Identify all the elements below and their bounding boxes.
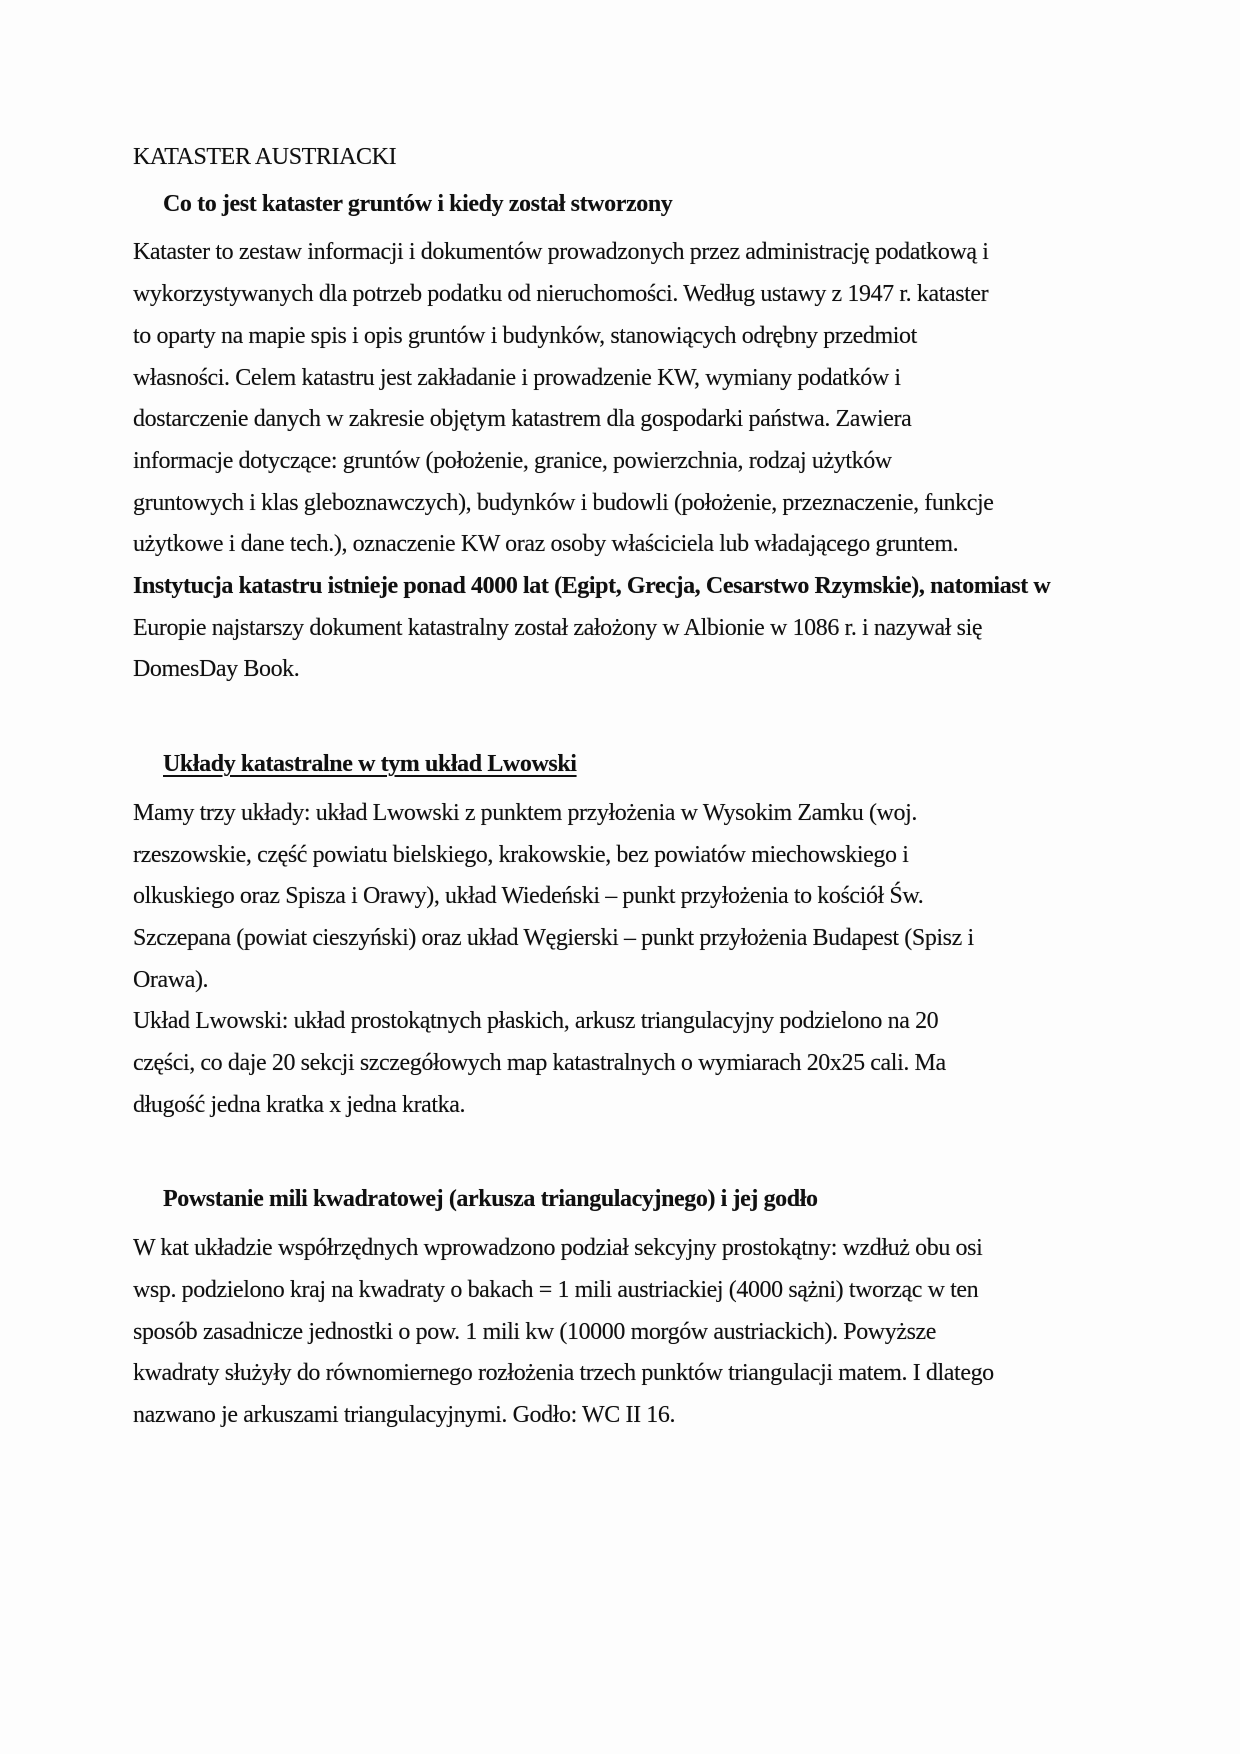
text-line: Kataster to zestaw informacji i dokumentów prowadzonych przez administrację podatkową i — [133, 239, 989, 266]
blank-line — [133, 1126, 1143, 1174]
document-content — [133, 137, 1143, 1437]
section-heading-powstanie-mili: Powstanie mili kwadratowej (arkusza triangulacyjnego) i jej godło — [163, 1186, 818, 1213]
paragraph-domesday-book — [133, 608, 1143, 691]
paragraph-trzy-uklady — [133, 793, 1143, 1002]
text-line: Orawa). — [133, 966, 209, 993]
text-line: Szczepana (powiat cieszyński) oraz układ Węgierski – punkt przyłożenia Budapest (Spisz i — [133, 924, 974, 951]
document-title: KATASTER AUSTRIACKI — [133, 144, 397, 170]
text-line: Mamy trzy układy: układ Lwowski z punktem przyłożenia w Wysokim Zamku (woj. — [133, 799, 917, 826]
text-line: części, co daje 20 sekcji szczegółowych map katastralnych o wymiarach 20x25 cali. Ma — [133, 1050, 946, 1077]
text-line: W kat układzie współrzędnych wprowadzono podział sekcyjny prostokątny: wzdłuż obu osi — [133, 1235, 983, 1262]
text-line: DomesDay Book. — [133, 656, 300, 683]
text-line: gruntowych i klas gleboznawczych), budynków i budowli (położenie, przeznaczenie, funkcje — [133, 489, 994, 516]
section-heading-uklady-katastralne: Układy katastralne w tym układ Lwowski — [163, 751, 577, 778]
text-line: własności. Celem katastru jest zakładanie i prowadzenie KW, wymiany podatków i — [133, 364, 901, 391]
text-line: wsp. podzielono kraj na kwadraty o bakach = 1 mili austriackiej (4000 sążni) tworząc w ten — [133, 1276, 979, 1303]
paragraph-uklad-lwowski — [133, 1001, 1143, 1126]
text-line: nazwano je arkuszami triangulacyjnymi. Godło: WC II 16. — [133, 1401, 676, 1428]
text-line: długość jedna kratka x jedna kratka. — [133, 1091, 466, 1118]
text-line: sposób zasadnicze jednostki o pow. 1 mili kw (10000 morgów austriackich). Powyższe — [133, 1318, 937, 1345]
text-line: Europie najstarszy dokument katastralny został założony w Albionie w 1086 r. i nazywał się — [133, 614, 983, 641]
text-line: rzeszowskie, część powiatu bielskiego, krakowskie, bez powiatów miechowskiego i — [133, 841, 909, 868]
text-line: Układ Lwowski: układ prostokątnych płaskich, arkusz triangulacyjny podzielono na 20 — [133, 1008, 939, 1035]
text-line: użytkowe i dane tech.), oznaczenie KW oraz osoby właściciela lub władającego gruntem. — [133, 531, 959, 558]
paragraph-instytucja-katastru-bold — [133, 566, 1143, 608]
text-line: kwadraty służyły do równomiernego rozłożenia trzech punktów triangulacji matem. I dlatego — [133, 1360, 994, 1387]
section-heading-co-to-jest-kataster: Co to jest kataster gruntów i kiedy został stworzony — [163, 190, 673, 217]
text-line: dostarczenie danych w zakresie objętym katastrem dla gospodarki państwa. Zawiera — [133, 406, 912, 433]
text-line: informacje dotyczące: gruntów (położenie, granice, powierzchnia, rodzaj użytków — [133, 447, 892, 474]
text-line: wykorzystywanych dla potrzeb podatku od nieruchomości. Według ustawy z 1947 r. kataster — [133, 281, 989, 308]
text-line: olkuskiego oraz Spisza i Orawy), układ Wiedeński – punkt przyłożenia to kościół Św. — [133, 883, 924, 910]
paragraph-podzial-sekcyjny — [133, 1228, 1143, 1437]
text-line: Instytucja katastru istnieje ponad 4000 lat (Egipt, Grecja, Cesarstwo Rzymskie), natomiast w — [133, 573, 1051, 600]
paragraph-kataster-definicja — [133, 232, 1143, 566]
blank-line — [133, 691, 1143, 739]
text-line: to oparty na mapie spis i opis gruntów i budynków, stanowiących odrębny przedmiot — [133, 322, 917, 349]
